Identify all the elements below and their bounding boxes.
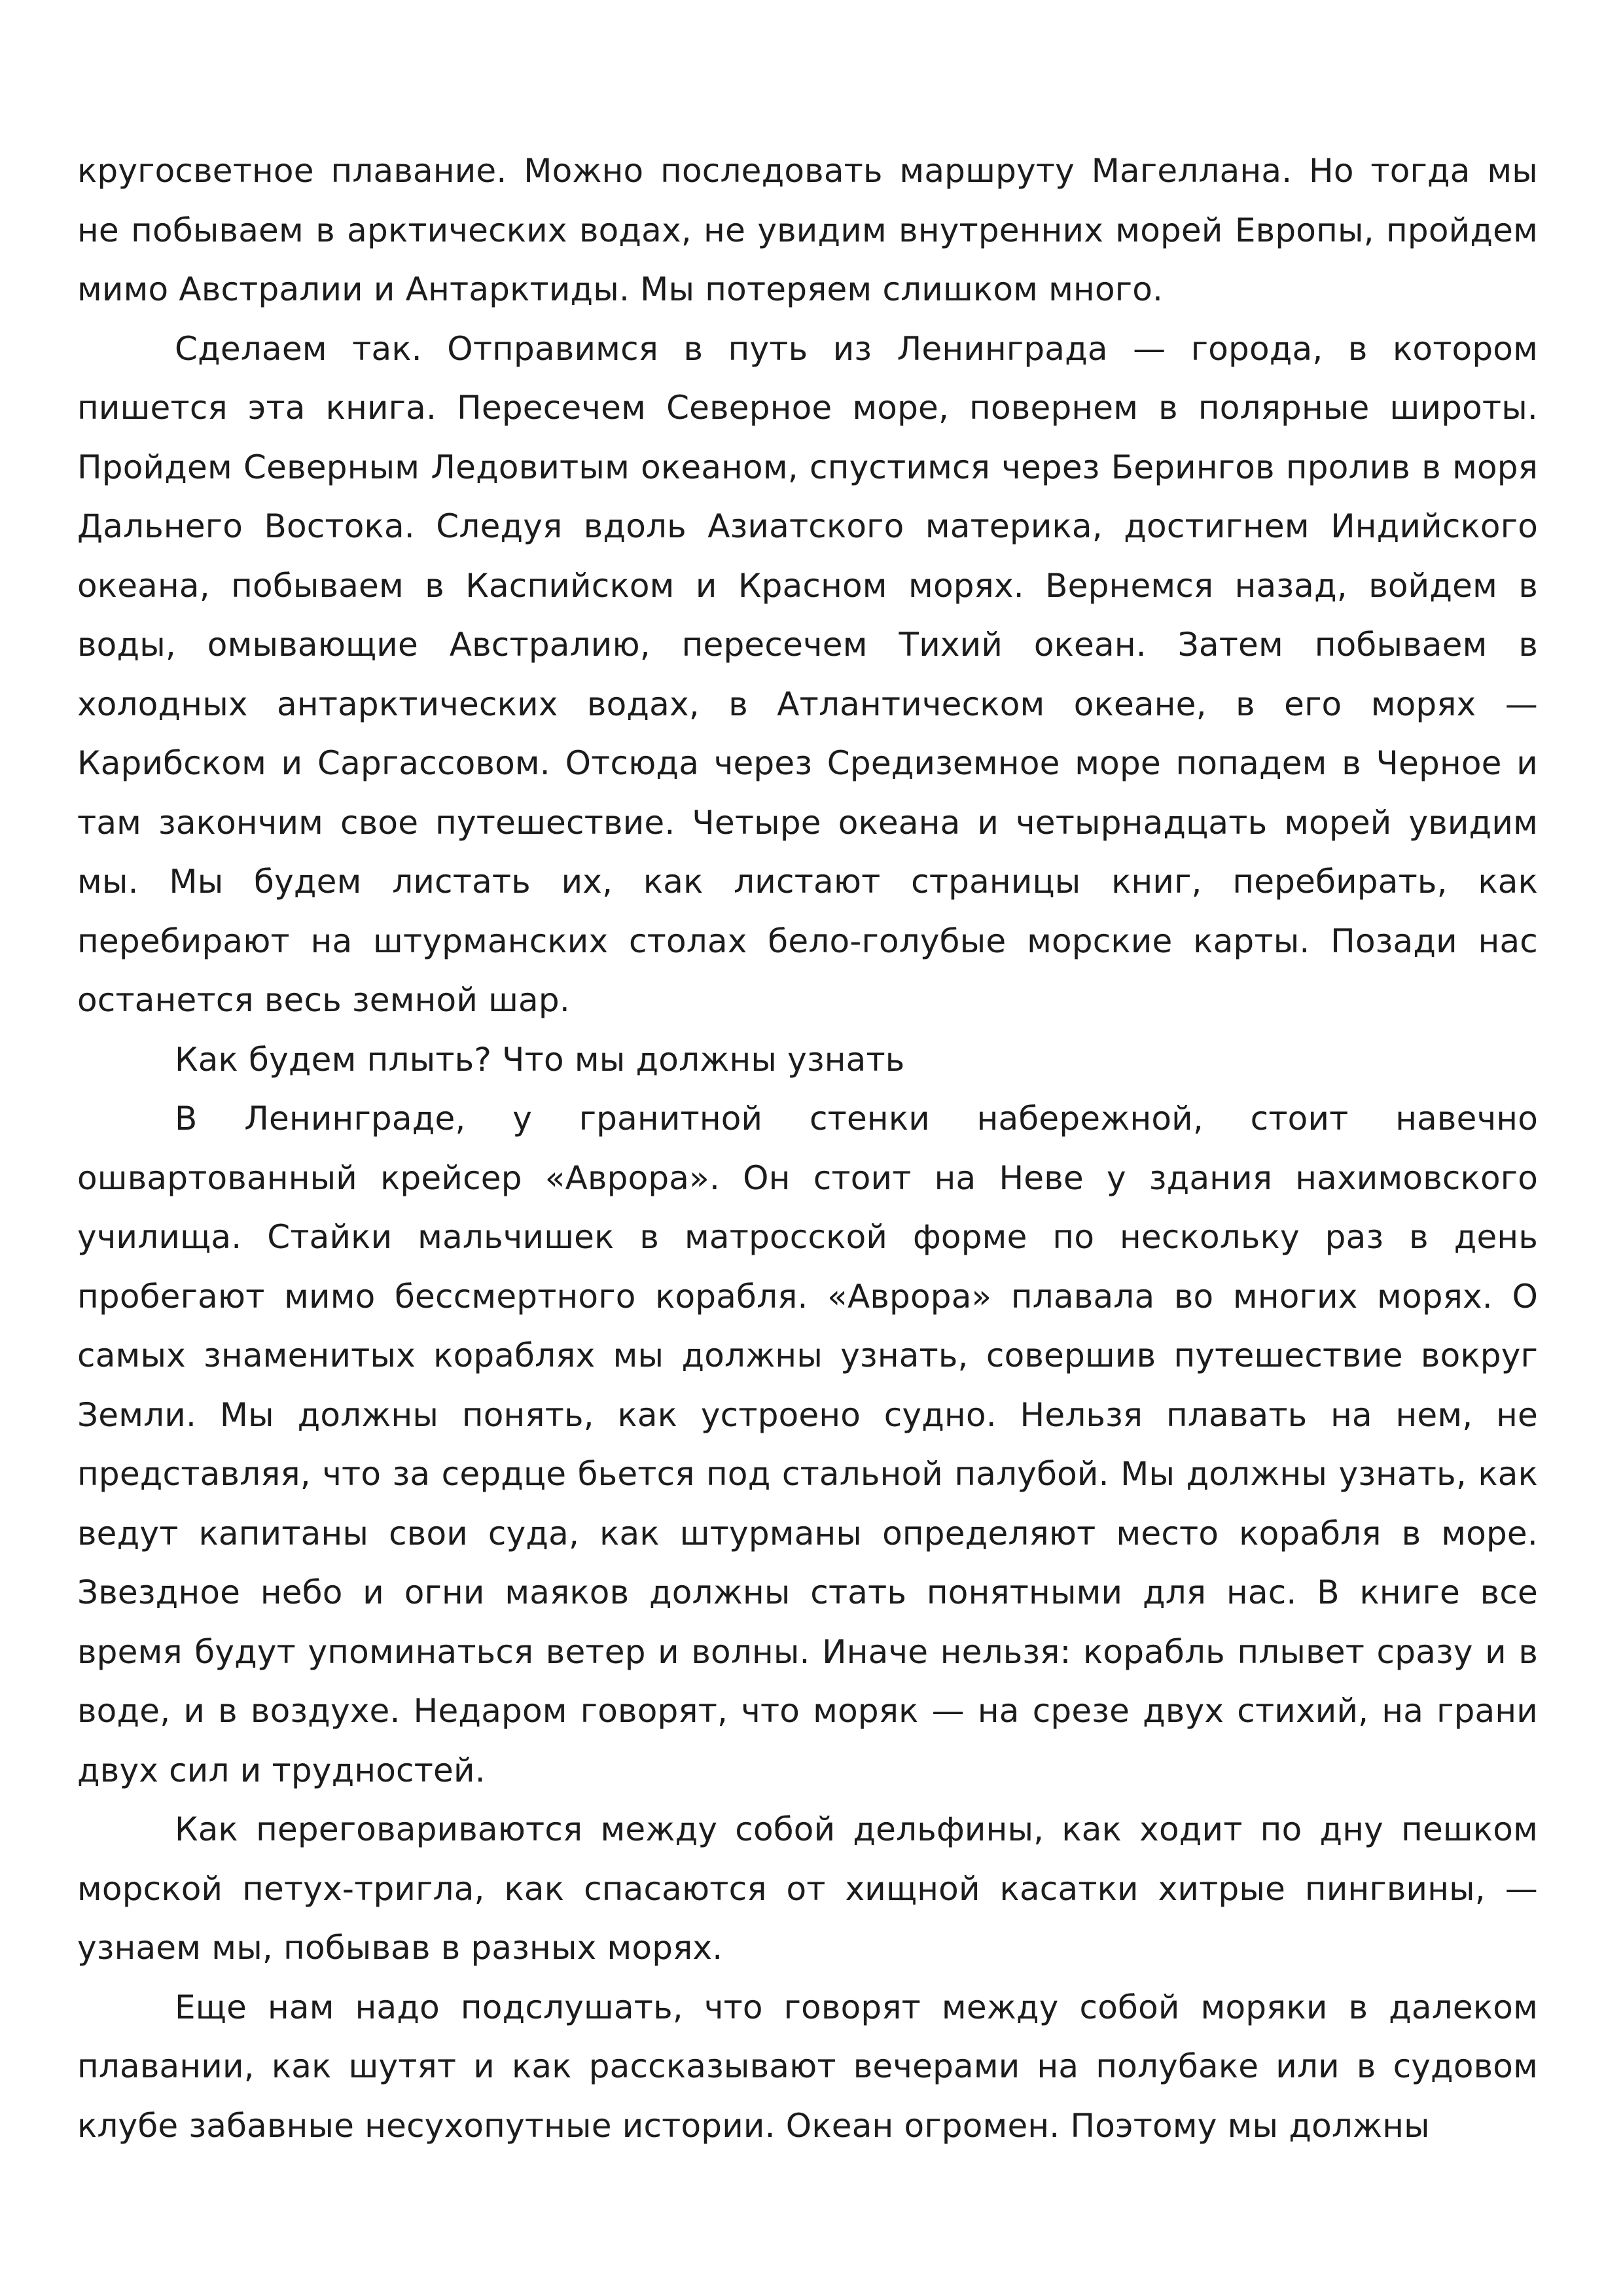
document-page — [77, 141, 1538, 2155]
paragraph-aurora: В Ленинграде, у гранитной стенки набережной, стоит навечно ошвартованный крейсер «Аврора». Он стоит на Неве у здания нахимовского училища. Стайки мальчишек в матросской форме по нескольку раз в день пробегают мимо бессмертного корабля. «Аврора» плавала во многих морях. О самых знаменитых кораблях мы должны узнать, совершив путешествие вокруг Земли. Мы должны понять, как устроено судно. Нельзя плавать на нем, не представляя, что за сердце бьется под стальной палубой. Мы должны узнать, как ведут капитаны свои суда, как штурманы определяют место корабля в море. Звездное небо и огни маяков должны стать понятными для нас. В книге все время будут упоминаться ветер и волны. Иначе нельзя: корабль плывет сразу и в воде, и в воздухе. Недаром говорят, что моряк — на срезе двух стихий, на грани двух сил и трудностей. — [77, 1100, 1538, 1789]
paragraph-sailors: Еще нам надо подслушать, что говорят между собой моряки в далеком плавании, как шутят и как рассказывают вечерами на полубаке или в судовом клубе забавные несухопутные истории. Океан огромен. Поэтому мы должны — [77, 1988, 1538, 2145]
paragraph-continuation: кругосветное плавание. Можно последовать маршруту Магеллана. Но тогда мы не побываем в арктических водах, не увидим внутренних морей Европы, пройдем мимо Австралии и Антарктиды. Мы потеряем слишком много. — [77, 152, 1538, 308]
section-heading: Как будем плыть? Что мы должны узнать — [175, 1040, 905, 1079]
paragraph-route: Сделаем так. Отправимся в путь из Ленинграда — города, в котором пишется эта книга. Пересечем Северное море, повернем в полярные широты. Пройдем Северным Ледовитым океаном, спустимся через Берингов пролив в моря Дальнего Востока. Следуя вдоль Азиатского материка, достигнем Индийского океана, побываем в Каспийском и Красном морях. Вернемся назад, войдем в воды, омывающие Австралию, пересечем Тихий океан. Затем побываем в холодных антарктических водах, в Атлантическом океане, в его морях — Карибском и Саргассовом. Отсюда через Средиземное море попадем в Черное и там закончим свое путешествие. Четыре океана и четырнадцать морей увидим мы. Мы будем листать их, как листают страницы книг, перебирать, как перебирают на штурманских столах бело-голубые морские карты. Позади нас останется весь земной шар. — [77, 329, 1538, 1019]
paragraph-dolphins: Как переговариваются между собой дельфины, как ходит по дну пешком морской петух-тригла, как спасаются от хищной касатки хитрые пингвины, — узнаем мы, побывав в разных морях. — [77, 1810, 1538, 1967]
